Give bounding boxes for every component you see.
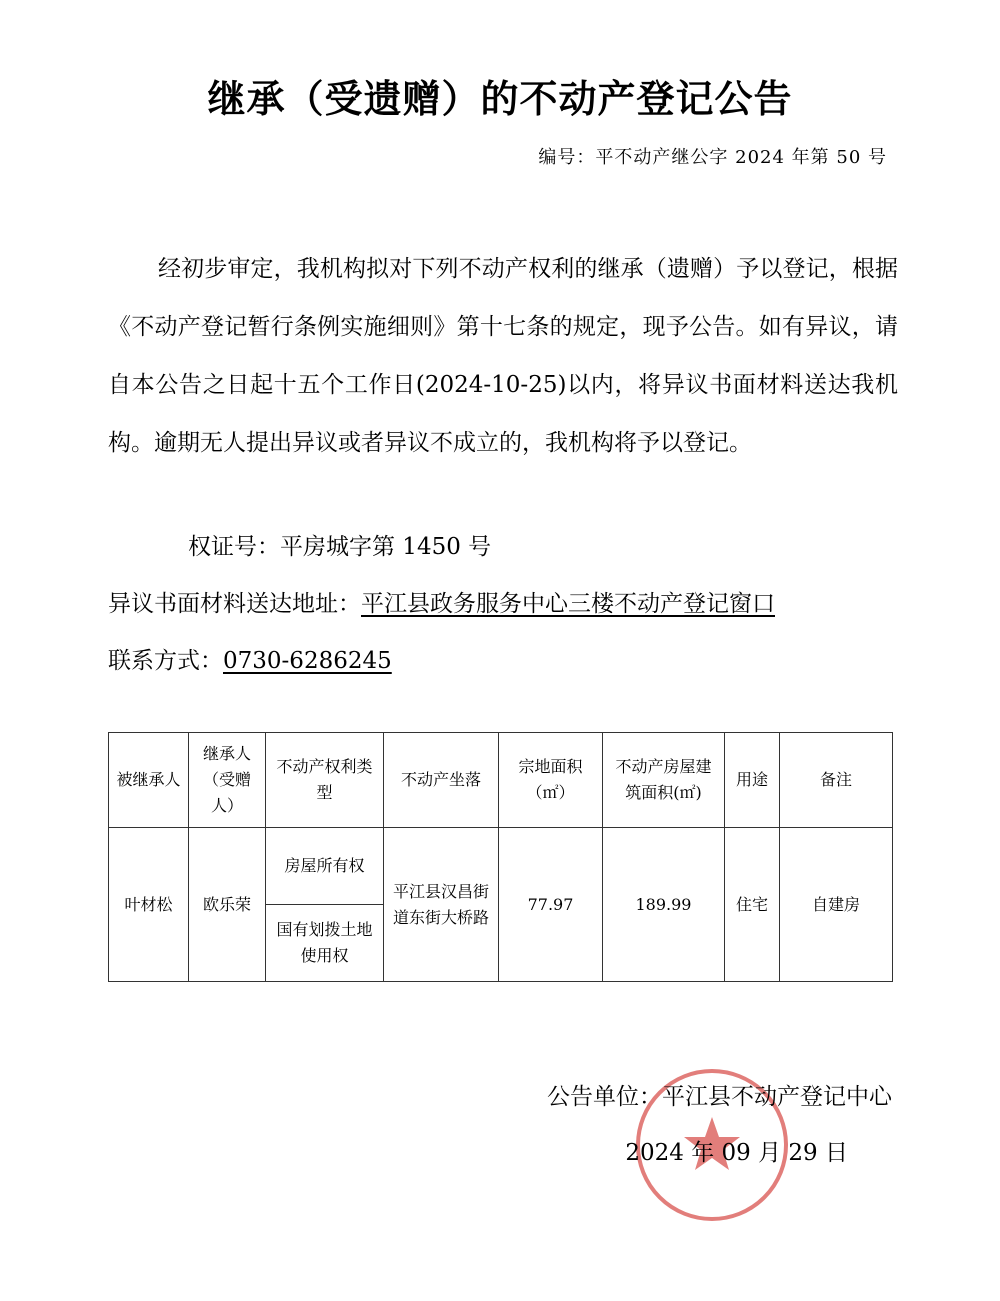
table-header-row <box>109 733 893 828</box>
page-title: 继承（受遗赠）的不动产登记公告 <box>207 77 793 121</box>
objection-address <box>108 585 775 618</box>
cell-location: 平江县汉昌街道东街大桥路 <box>384 828 499 982</box>
header-building-area: 不动产房屋建筑面积(㎡) <box>603 733 725 828</box>
header-heir: 继承人（受赠人） <box>189 733 266 828</box>
header-decedent: 被继承人 <box>109 733 189 828</box>
objection-address-value: 平江县政务服务中心三楼不动产登记窗口 <box>361 591 775 617</box>
issuing-unit: 公告单位：平江县不动产登记中心 <box>547 1084 892 1110</box>
cell-land-area: 77.97 <box>499 828 603 982</box>
certificate-number: 权证号：平房城字第 1450 号 <box>188 534 492 560</box>
cell-building-area: 189.99 <box>603 828 725 982</box>
issue-date: 2024 年 09 月 29 日 <box>625 1140 848 1166</box>
contact-phone: 0730-6286245 <box>223 648 392 674</box>
contact-info <box>108 642 392 675</box>
cell-right-type-2: 国有划拨土地使用权 <box>266 905 384 982</box>
header-location: 不动产坐落 <box>384 733 499 828</box>
contact-label: 联系方式： <box>108 648 223 674</box>
cell-decedent: 叶材松 <box>109 828 189 982</box>
header-remark: 备注 <box>780 733 893 828</box>
cell-right-type-1: 房屋所有权 <box>266 828 384 905</box>
header-usage: 用途 <box>725 733 780 828</box>
header-land-area: 宗地面积（㎡） <box>499 733 603 828</box>
objection-address-label: 异议书面材料送达地址： <box>108 591 361 617</box>
table-row <box>109 828 893 905</box>
cell-remark: 自建房 <box>780 828 893 982</box>
document-number: 编号：平不动产继公字 2024 年第 50 号 <box>538 147 887 168</box>
cell-usage: 住宅 <box>725 828 780 982</box>
property-table <box>108 732 893 982</box>
header-right-type: 不动产权利类 型 <box>266 733 384 828</box>
announcement-body: 经初步审定，我机构拟对下列不动产权利的继承（遗赠）予以登记，根据《不动产登记暂行条例实施细则》第十七条的规定，现予公告。如有异议，请自本公告之日起十五个工作日(2024-10-25)以内，将异议书面材料送达我机构。逾期无人提出异议或者异议不成立的，我机构将予以登记。 <box>108 256 898 456</box>
cell-heir: 欧乐荣 <box>189 828 266 982</box>
